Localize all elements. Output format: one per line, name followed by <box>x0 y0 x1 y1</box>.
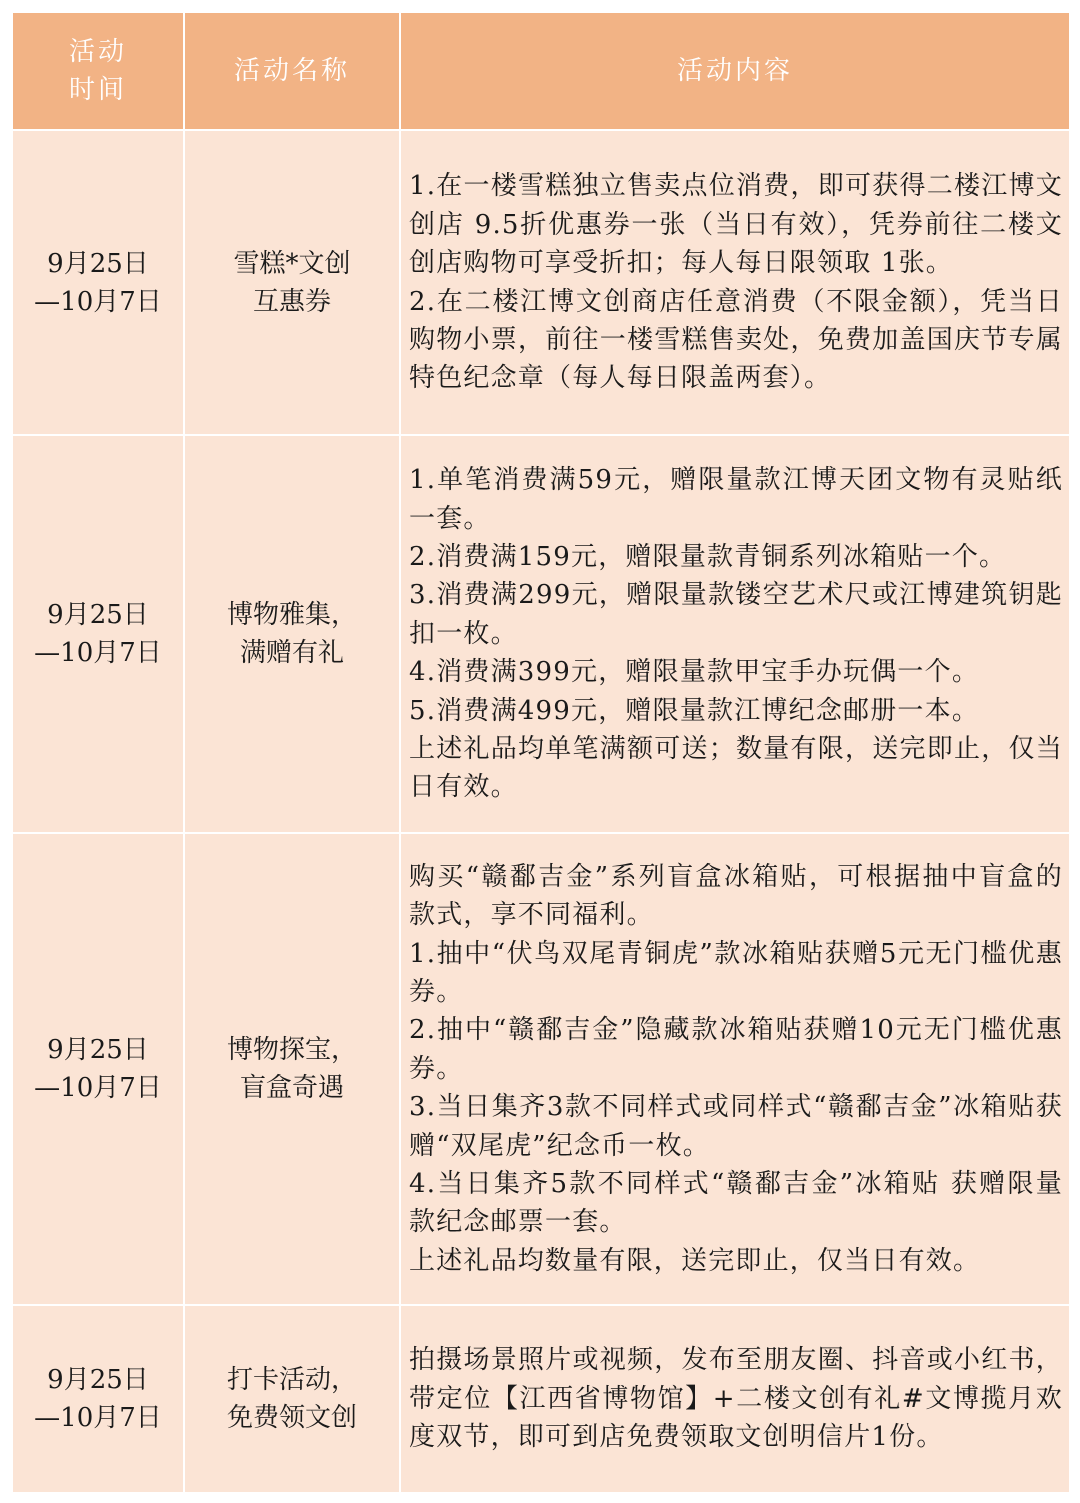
content-item: 4.当日集齐5款不同样式“赣鄱吉金”冰箱贴 获赠限量款纪念邮票一套。 <box>409 1169 1063 1238</box>
content-item: 购买“赣鄱吉金”系列盲盒冰箱贴，可根据抽中盲盒的款式，享不同福利。 <box>409 861 1063 931</box>
time-end: —10月7日 <box>34 638 162 668</box>
time-end: —10月7日 <box>34 1073 162 1103</box>
activity-table-wrapper <box>11 11 1069 1494</box>
time-start: 9月25日 <box>47 1035 149 1065</box>
time-start: 9月25日 <box>47 600 149 630</box>
time-end: —10月7日 <box>34 286 162 317</box>
activity-name-cell <box>184 1305 400 1493</box>
activity-content-cell <box>400 435 1070 833</box>
name-line2: 免费领文创 <box>226 1403 357 1433</box>
activity-time-cell <box>12 833 184 1305</box>
activity-time-cell <box>12 130 184 435</box>
table-row <box>12 1305 1070 1493</box>
header-activity-name: 活动名称 <box>184 12 400 130</box>
name-line1: 雪糕*文创 <box>233 248 351 279</box>
content-item: 上述礼品均数量有限，送完即止，仅当日有效。 <box>409 1245 981 1276</box>
name-line2: 盲盒奇遇 <box>239 1073 344 1103</box>
time-end: —10月7日 <box>34 1403 162 1433</box>
time-start: 9月25日 <box>47 1365 149 1395</box>
header-activity-content: 活动内容 <box>400 12 1070 130</box>
name-line2: 满赠有礼 <box>239 638 344 668</box>
content-item: 3.当日集齐3款不同样式或同样式“赣鄱吉金”冰箱贴获赠“双尾虎”纪念币一枚。 <box>409 1092 1063 1161</box>
table-header-row <box>12 12 1070 130</box>
activity-name-cell <box>184 833 400 1305</box>
content-item: 2.抽中“赣鄱吉金”隐藏款冰箱贴获赠10元无门槛优惠券。 <box>409 1015 1063 1084</box>
content-item: 1.抽中“伏鸟双尾青铜虎”款冰箱贴获赠5元无门槛优惠券。 <box>409 938 1063 1007</box>
time-start: 9月25日 <box>47 248 149 279</box>
activity-name-cell <box>184 435 400 833</box>
name-line2: 互惠券 <box>252 286 331 317</box>
content-item: 2.在二楼江博文创商店任意消费（不限金额），凭当日购物小票，前往一楼雪糕售卖处，免费加盖国庆节专属特色纪念章（每人每日限盖两套）。 <box>409 286 1063 394</box>
content-item: 上述礼品均单笔满额可送；数量有限，送完即止，仅当日有效。 <box>409 734 1063 803</box>
activity-time-cell <box>12 435 184 833</box>
activity-table <box>11 11 1071 1494</box>
header-time-line2: 时间 <box>68 75 127 105</box>
activity-name-cell <box>184 130 400 435</box>
content-item: 5.消费满499元，赠限量款江博纪念邮册一本。 <box>409 695 980 726</box>
name-line1: 博物雅集， <box>226 600 357 630</box>
activity-content-cell <box>400 833 1070 1305</box>
activity-time-cell <box>12 1305 184 1493</box>
content-item: 3.消费满299元，赠限量款镂空艺术尺或江博建筑钥匙扣一枚。 <box>409 580 1063 649</box>
activity-content-cell <box>400 130 1070 435</box>
header-time-line1: 活动 <box>68 37 127 67</box>
table-row <box>12 435 1070 833</box>
content-item: 1.在一楼雪糕独立售卖点位消费，即可获得二楼江博文创店 9.5折优惠券一张（当日有效），凭券前往二楼文创店购物可享受折扣；每人每日限领取 1张。 <box>409 171 1063 279</box>
content-item: 1.单笔消费满59元，赠限量款江博天团文物有灵贴纸一套。 <box>409 465 1063 534</box>
activity-content-cell <box>400 1305 1070 1493</box>
name-line1: 博物探宝， <box>226 1035 357 1065</box>
content-item: 4.消费满399元，赠限量款甲宝手办玩偶一个。 <box>409 657 980 688</box>
content-item: 拍摄场景照片或视频，发布至朋友圈、抖音或小红书，带定位【江西省博物馆】+二楼文创有礼#文博揽月欢度双节，即可到店免费领取文创明信片1份。 <box>409 1345 1063 1453</box>
table-row <box>12 833 1070 1305</box>
table-row <box>12 130 1070 435</box>
name-line1: 打卡活动， <box>226 1365 357 1395</box>
header-activity-time <box>12 12 184 130</box>
content-item: 2.消费满159元，赠限量款青铜系列冰箱贴一个。 <box>409 541 1007 572</box>
